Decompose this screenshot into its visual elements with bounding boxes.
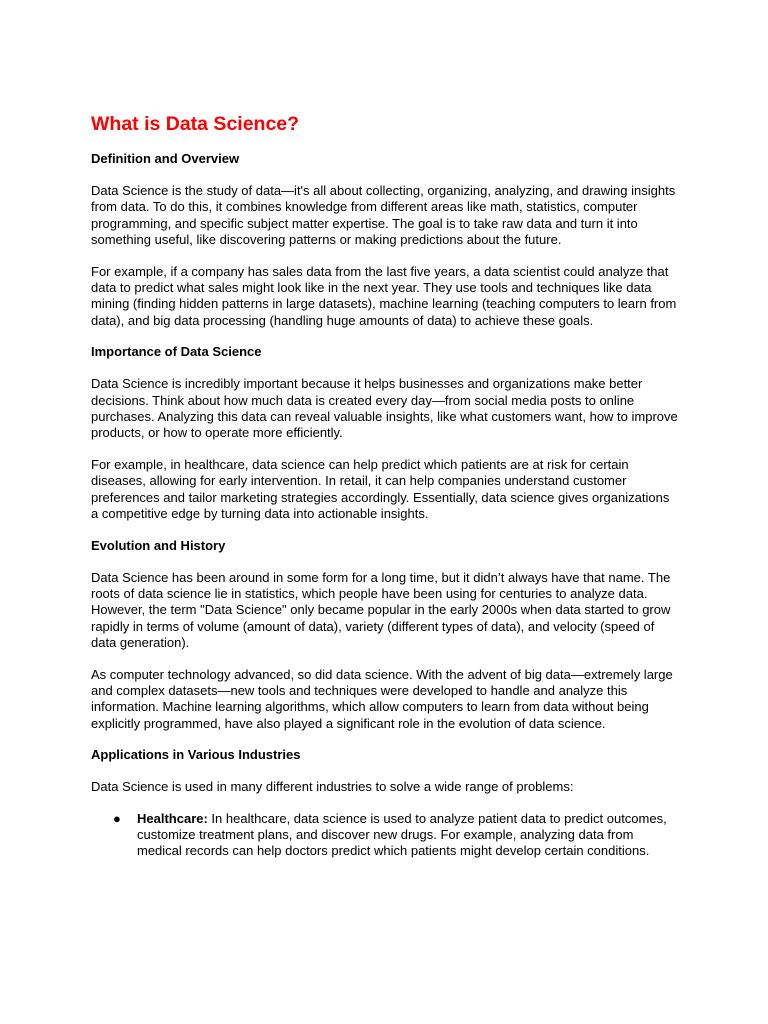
bullet-label: Healthcare: <box>137 810 208 826</box>
list-item <box>91 811 680 860</box>
section-importance <box>91 344 680 522</box>
paragraph: As computer technology advanced, so did data science. With the advent of big data—extremely large and complex datasets—new tools and techniques were developed to handle and analyze this information. Machine learning algorithms, which allow computers to learn from data without being explicitly programmed, have also played a significant role in the evolution of data science. <box>91 666 673 731</box>
paragraph: Data Science is used in many different industries to solve a wide range of problems: <box>91 779 574 795</box>
paragraph: Data Science has been around in some form for a long time, but it didn’t always have that name. The roots of data science lie in statistics, which people have been using for centuries to analyze data. However, the term "Data Science" only became popular in the early 2000s when data started to grow rapidly in terms of volume (amount of data), variety (different types of data), and velocity (speed of data generation). <box>91 569 671 651</box>
section-heading: Applications in Various Industries <box>91 747 301 763</box>
paragraph: For example, if a company has sales data from the last five years, a data scientist could analyze that data to predict what sales might look like in the next year. They use tools and techniques like data mining (finding hidden patterns in large datasets), machine learning (teaching computers to learn from data), and big data processing (handling huge amounts of data) to achieve these goals. <box>91 263 677 328</box>
document-title: What is Data Science? <box>91 113 300 135</box>
bullet-list <box>91 811 680 860</box>
section-applications <box>91 747 680 860</box>
paragraph: For example, in healthcare, data science can help predict which patients are at risk for certain diseases, allowing for early intervention. In retail, it can help companies understand customer preferences and tailor marketing strategies accordingly. Essentially, data science gives organizations a competitive edge by turning data into actionable insights. <box>91 456 670 522</box>
bullet-text: In healthcare, data science is used to analyze patient data to predict outcomes, customize treatment plans, and discover new drugs. For example, analyzing data from medical records can help doctors predict which patients might develop certain conditions. <box>137 810 667 859</box>
section-evolution <box>91 538 680 733</box>
section-definition <box>91 151 680 329</box>
section-heading: Definition and Overview <box>91 151 240 166</box>
section-heading: Evolution and History <box>91 537 226 553</box>
section-heading: Importance of Data Science <box>91 344 262 360</box>
bullet-icon: ● <box>113 810 121 826</box>
paragraph: Data Science is incredibly important because it helps businesses and organizations make better decisions. Think about how much data is created every day—from social media posts to online purchases. Analyzing this data can reveal valuable insights, like what customers want, how to improve products, or how to operate more efficiently. <box>91 376 678 441</box>
paragraph: Data Science is the study of data—it's all about collecting, organizing, analyzing, and drawing insights from data. To do this, it combines knowledge from different areas like math, statistics, computer programming, and specific subject matter expertise. The goal is to take raw data and turn it into something useful, like discovering patterns or making predictions about the future. <box>91 183 676 248</box>
